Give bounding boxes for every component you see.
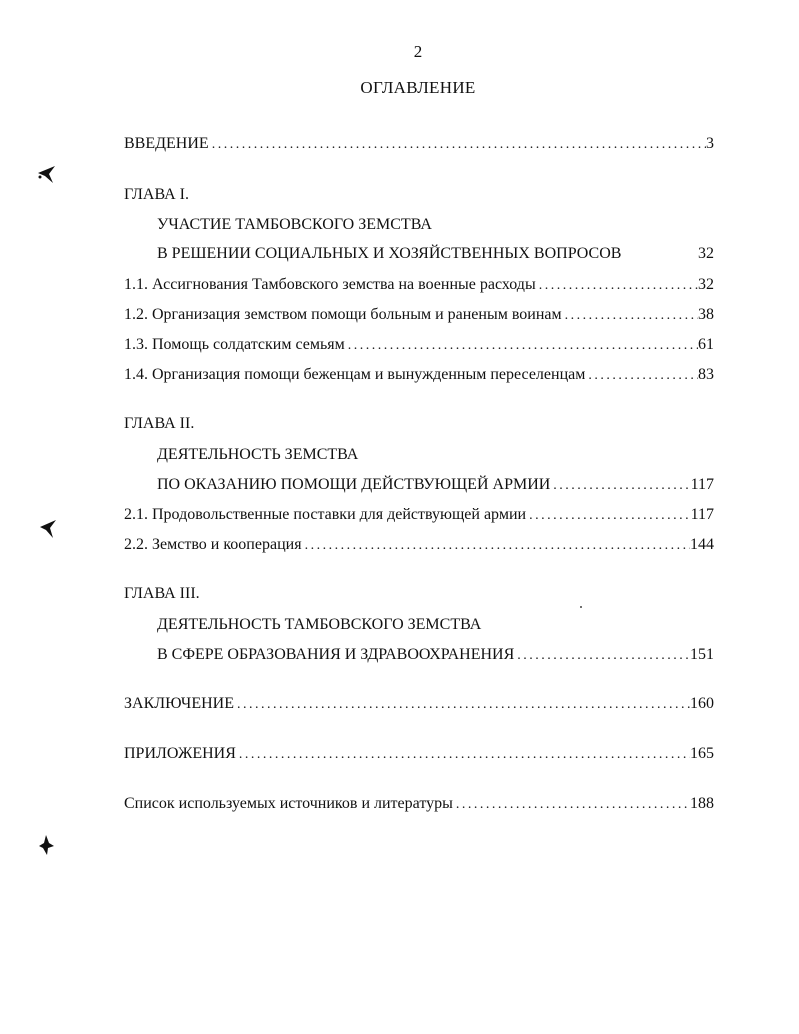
chapter-1-label: ГЛАВА I.: [124, 186, 189, 203]
toc-entry-text: 1.3. Помощь солдатским семьям: [124, 336, 345, 353]
toc-page-number: 160: [690, 695, 714, 712]
chapter-2-title-line1: ДЕЯТЕЛЬНОСТЬ ЗЕМСТВА: [157, 446, 359, 463]
toc-entry-sources: [124, 793, 714, 815]
leader-dots: [550, 475, 690, 497]
toc-section-1-3: [124, 334, 714, 356]
leader-dots: [562, 305, 698, 327]
toc-page-number: 117: [690, 476, 714, 493]
page-title: ОГЛАВЛЕНИЕ: [360, 78, 476, 97]
toc-entry-intro: [124, 133, 714, 155]
toc-entry-text: 1.1. Ассигнования Тамбовского земства на военные расходы: [124, 276, 536, 293]
toc-entry-text: 2.1. Продовольственные поставки для действующей армии: [124, 506, 527, 523]
toc-section-1-1: [124, 274, 714, 296]
leader-dots: [585, 365, 698, 387]
toc-entry-text: ВВЕДЕНИЕ: [124, 135, 209, 152]
toc-entry-text: 1.4. Организация помощи беженцам и вынужденным переселенцам: [124, 366, 586, 383]
leader-dots: [236, 744, 690, 766]
punch-mark-icon: [37, 834, 57, 856]
chapter-3-label: ГЛАВА III.: [124, 585, 200, 602]
toc-page-number: 32: [698, 276, 714, 293]
chapter-1-title-line1: УЧАСТИЕ ТАМБОВСКОГО ЗЕМСТВА: [157, 216, 432, 233]
toc-entry-appendix: [124, 743, 714, 765]
toc-page-number: 32: [698, 245, 714, 262]
toc-section-1-2: [124, 304, 714, 326]
toc-page-number: 144: [690, 536, 714, 553]
toc-page-number: 3: [706, 135, 714, 152]
chapter-2-title-line2: [157, 474, 714, 496]
toc-entry-text: Список используемых источников и литературы: [124, 795, 453, 812]
toc-entry-conclusion: [124, 693, 714, 715]
leader-dots: [209, 134, 706, 156]
toc-entry-text: В РЕШЕНИИ СОЦИАЛЬНЫХ И ХОЗЯЙСТВЕННЫХ ВОПРОСОВ: [157, 245, 622, 262]
chapter-1-title-line2: [157, 243, 714, 265]
chapter-3-title-line1: ДЕЯТЕЛЬНОСТЬ ТАМБОВСКОГО ЗЕМСТВА: [157, 616, 482, 633]
toc-entry-text: 1.2. Организация земством помощи больным и раненым воинам: [124, 306, 562, 323]
toc-page-number: 38: [698, 306, 714, 323]
punch-mark-icon: [36, 162, 60, 186]
toc-entry-text: ПРИЛОЖЕНИЯ: [124, 745, 236, 762]
toc-page-number: 165: [690, 745, 714, 762]
leader-dots: [453, 794, 690, 816]
toc-entry-text: ЗАКЛЮЧЕНИЕ: [124, 695, 234, 712]
toc-section-2-1: [124, 504, 714, 526]
toc-entry-text: ПО ОКАЗАНИЮ ПОМОЩИ ДЕЙСТВУЮЩЕЙ АРМИИ: [157, 476, 551, 493]
leader-dots: [536, 275, 698, 297]
toc-entry-text: В СФЕРЕ ОБРАЗОВАНИЯ И ЗДРАВООХРАНЕНИЯ: [157, 646, 515, 663]
toc-entry-text: 2.2. Земство и кооперация: [124, 536, 302, 553]
page-number: 2: [413, 42, 423, 61]
toc-page-number: 83: [698, 366, 714, 383]
leader-dots: [514, 645, 690, 667]
leader-dots: [302, 535, 690, 557]
leader-dots: [526, 505, 691, 527]
toc-page-number: 188: [690, 795, 714, 812]
chapter-3-title-line2: [157, 644, 714, 666]
leader-dots: [345, 335, 698, 357]
chapter-2-label: ГЛАВА II.: [124, 415, 195, 432]
speck: [580, 606, 582, 608]
toc-page-number: 61: [698, 336, 714, 353]
punch-mark-icon: [38, 518, 60, 540]
toc-section-1-4: [124, 364, 714, 386]
toc-section-2-2: [124, 534, 714, 556]
toc-page-number: 117: [690, 506, 714, 523]
toc-page-number: 151: [690, 646, 714, 663]
leader-dots: [234, 694, 690, 716]
